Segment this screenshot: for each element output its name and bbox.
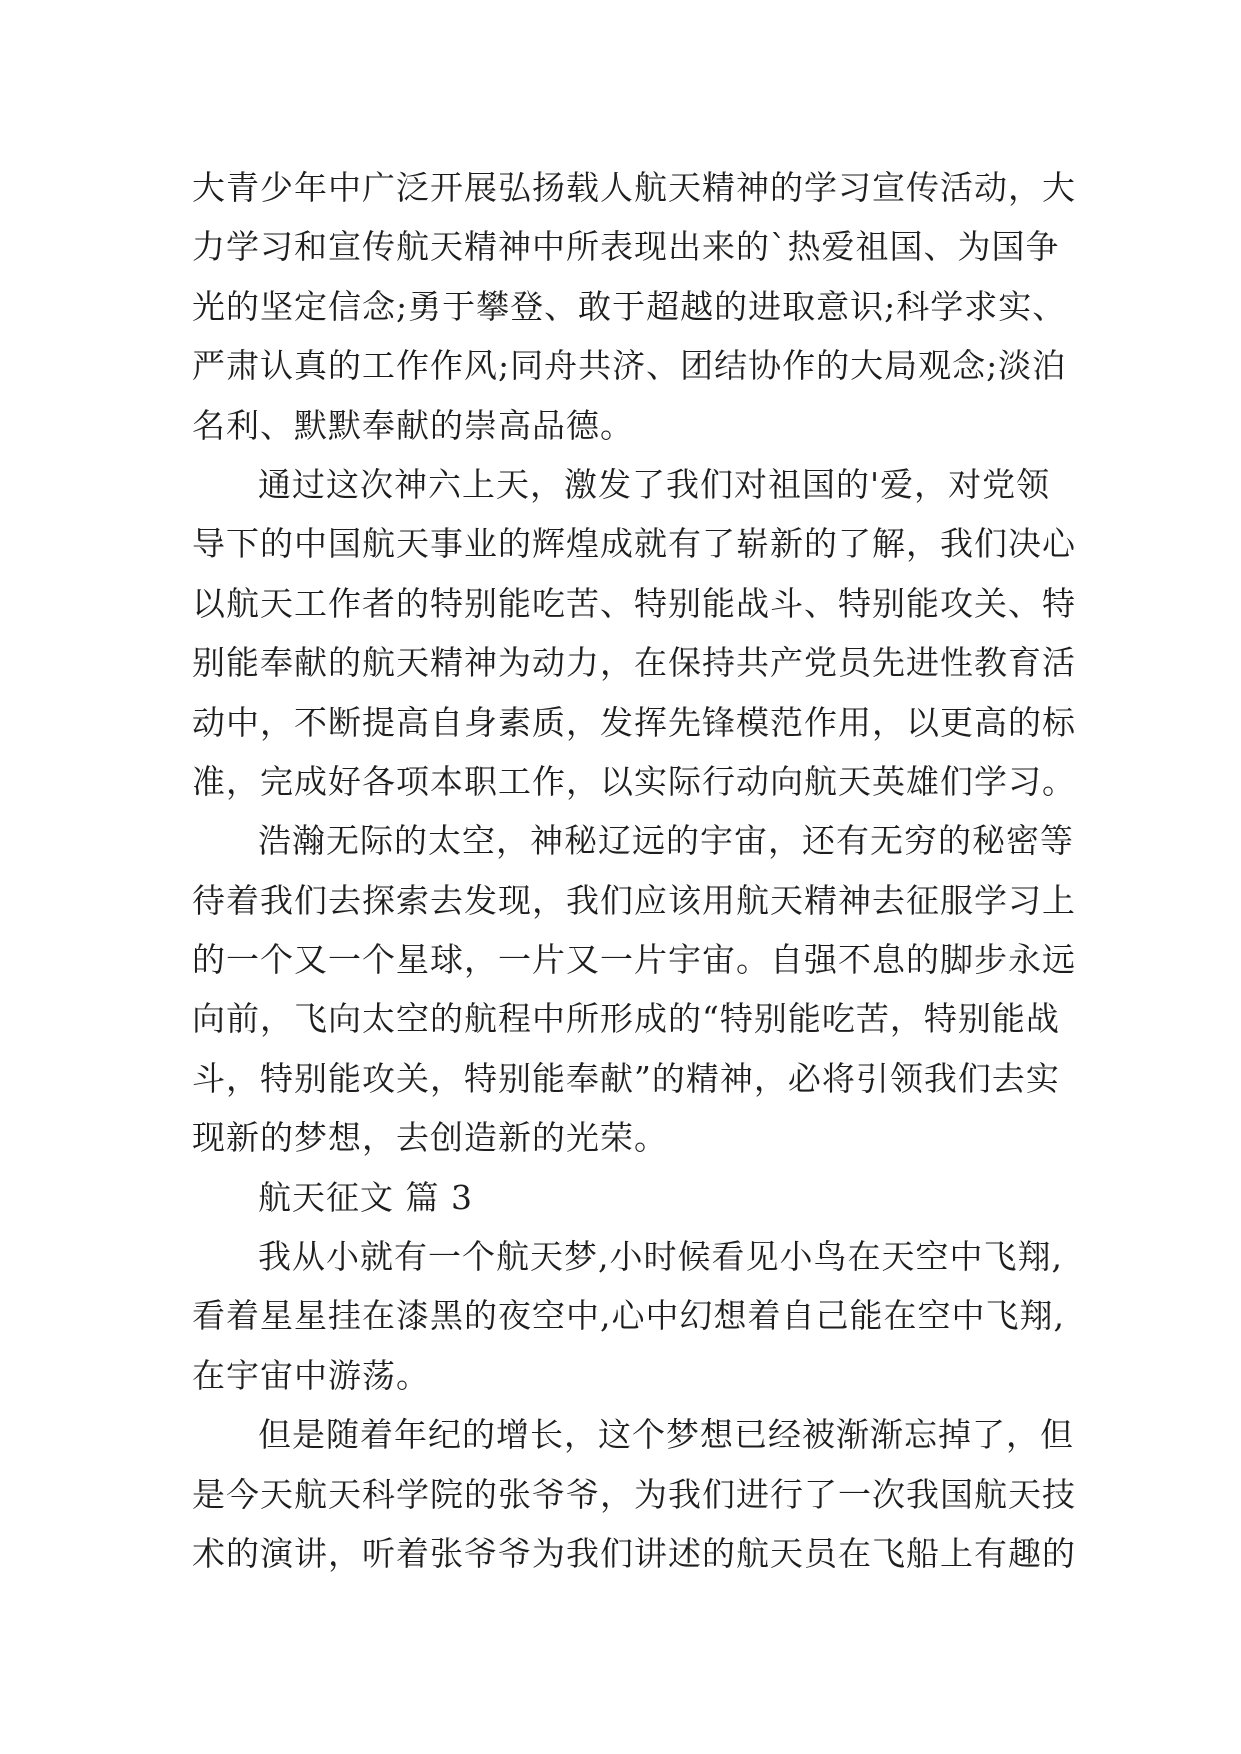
text-line: 光的坚定信念;勇于攀登、敢于超越的进取意识;科学求实、 [192,286,1067,326]
text-line: 浩瀚无际的太空，神秘辽远的宇宙，还有无穷的秘密等 [258,821,1074,861]
text-line: 但是随着年纪的增长，这个梦想已经被渐渐忘掉了，但 [258,1415,1074,1455]
text-line: 现新的梦想，去创造新的光荣。 [192,1118,668,1158]
document-body [192,158,1076,1583]
text-line: 导下的中国航天事业的辉煌成就有了崭新的了解，我们决心 [192,524,1076,564]
text-line: 在宇宙中游荡。 [192,1355,430,1395]
text-line: 力学习和宣传航天精神中所表现出来的`热爱祖国、为国争 [192,227,1060,267]
text-line: 是今天航天科学院的张爷爷，为我们进行了一次我国航天技 [192,1474,1076,1514]
text-line: 向前，飞向太空的航程中所形成的“特别能吃苦，特别能战 [192,999,1060,1039]
text-line: 航天征文 篇 3 [258,1177,473,1217]
text-line: 严肃认真的工作作风;同舟共济、团结协作的大局观念;淡泊 [192,346,1067,386]
text-line: 我从小就有一个航天梦,小时候看见小鸟在天空中飞翔, [258,1237,1063,1277]
text-line: 准，完成好各项本职工作，以实际行动向航天英雄们学习。 [192,761,1076,801]
text-line: 别能奉献的航天精神为动力，在保持共产党员先进性教育活 [192,643,1076,683]
text-line: 以航天工作者的特别能吃苦、特别能战斗、特别能攻关、特 [192,583,1076,623]
text-line: 大青少年中广泛开展弘扬载人航天精神的学习宣传活动，大 [192,168,1076,207]
text-line: 动中，不断提高自身素质，发挥先锋模范作用，以更高的标 [192,702,1076,742]
text-line: 看着星星挂在漆黑的夜空中,心中幻想着自己能在空中飞翔, [192,1296,1065,1336]
text-line: 待着我们去探索去发现，我们应该用航天精神去征服学习上 [192,880,1076,920]
text-line: 术的演讲，听着张爷爷为我们讲述的航天员在飞船上有趣的 [192,1533,1076,1573]
text-line: 名利、默默奉献的崇高品德。 [192,405,634,445]
text-line: 斗，特别能攻关，特别能奉献”的精神，必将引领我们去实 [192,1058,1060,1098]
text-line: 通过这次神六上天，激发了我们对祖国的'爱，对党领 [258,464,1051,504]
text-line: 的一个又一个星球，一片又一片宇宙。自强不息的脚步永远 [192,940,1076,980]
